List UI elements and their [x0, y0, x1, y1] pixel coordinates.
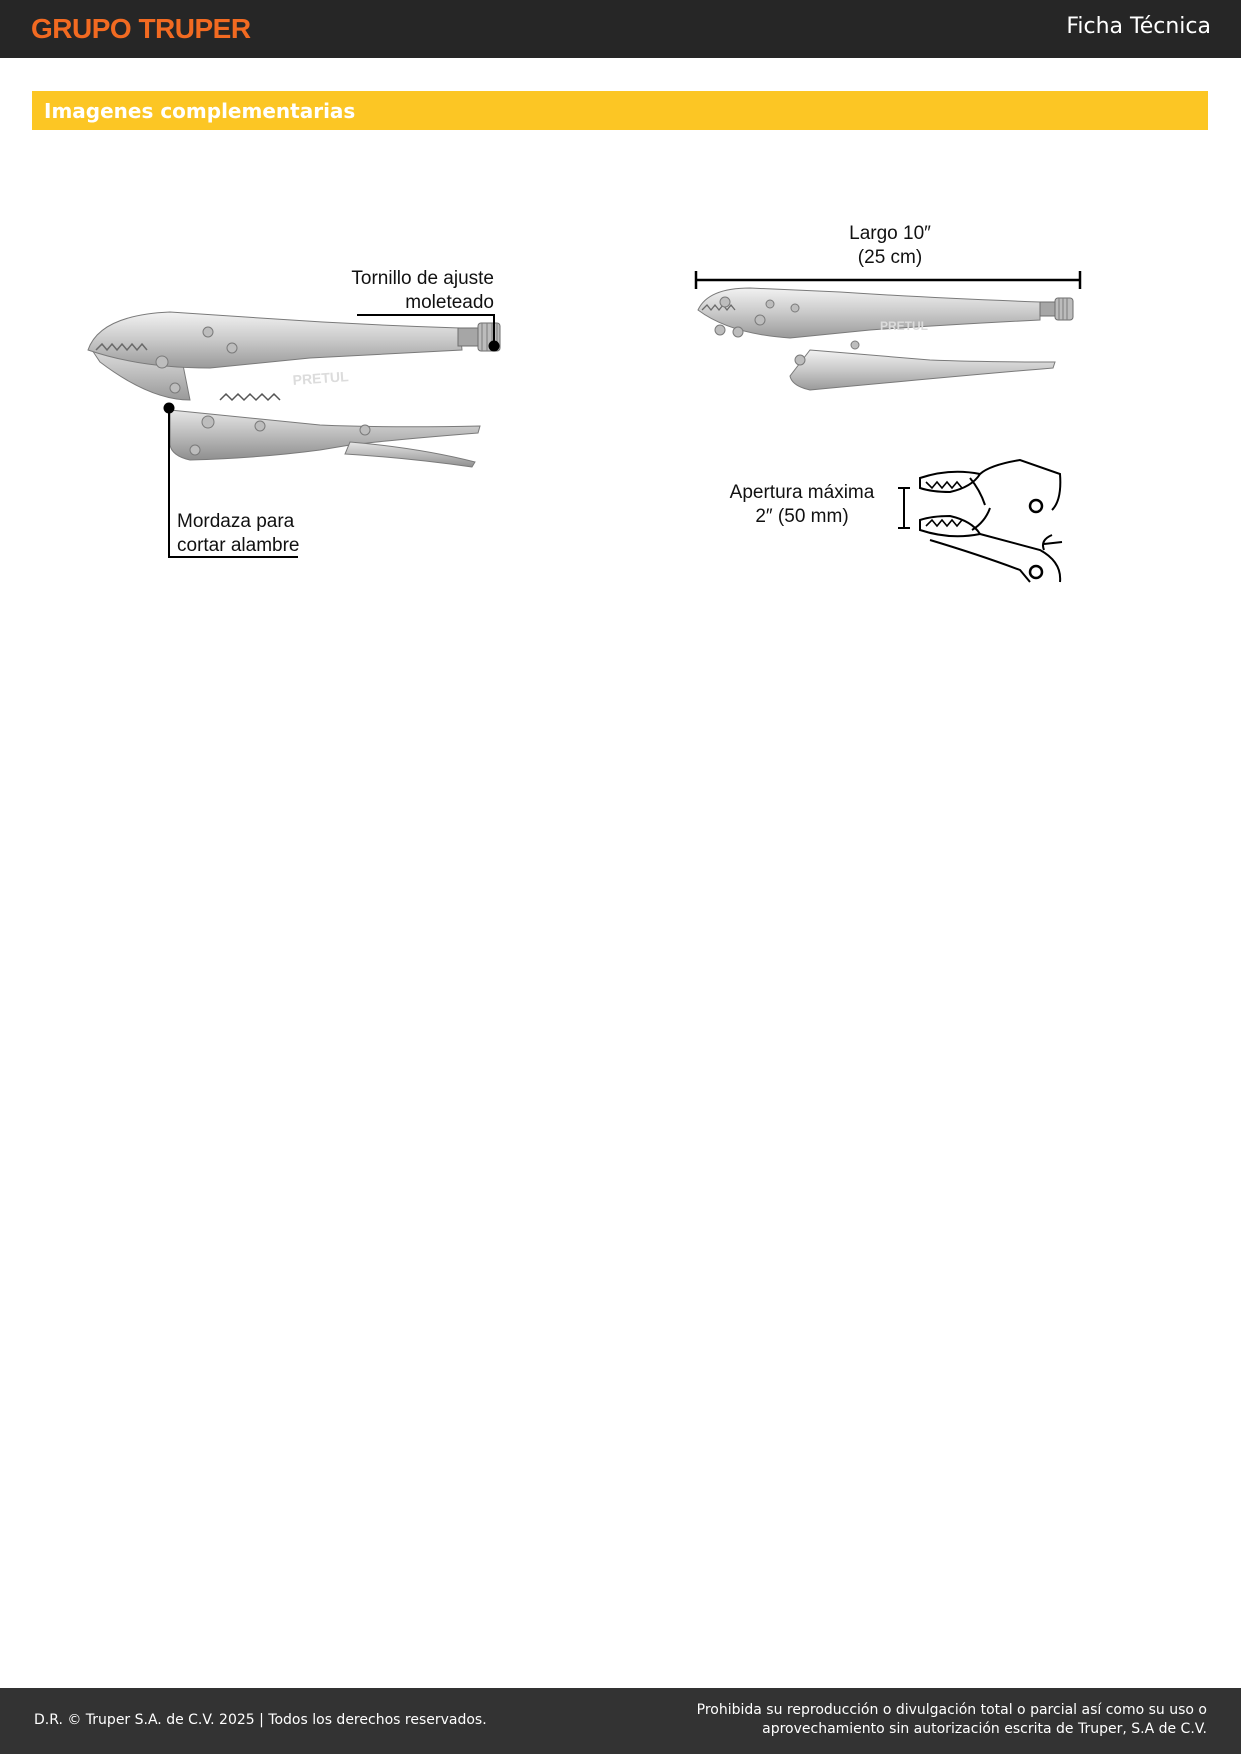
wire-cutter-jaw-label-line2: cortar alambre	[177, 535, 300, 556]
adjustment-screw-label	[351, 267, 494, 315]
section-title: Imagenes complementarias	[44, 99, 356, 123]
tool-brand-engraving: PRETUL	[292, 368, 350, 388]
reproduction-notice-line2: aprovechamiento sin autorización escrita de Truper, S.A de C.V.	[762, 1721, 1207, 1737]
max-opening-label	[702, 481, 902, 529]
copyright-notice: D.R. © Truper S.A. de C.V. 2025 | Todos los derechos reservados.	[34, 1712, 487, 1728]
dimensions-figure	[680, 210, 1110, 590]
adjustment-screw-label-line1: Tornillo de ajuste	[351, 268, 494, 289]
max-opening-label-line2	[702, 505, 902, 529]
length-label-line1: Largo 10″	[849, 223, 931, 244]
reproduction-notice-line1: Prohibida su reproducción o divulgación total o parcial así como su uso o	[696, 1702, 1207, 1718]
brand-logo: GRUPO TRUPER	[31, 13, 251, 44]
tool-brand-engraving: PRETUL	[880, 319, 928, 333]
pliers-callout-figure	[60, 250, 560, 570]
section-header	[32, 91, 1208, 130]
reproduction-notice	[647, 1701, 1207, 1739]
page-header	[0, 0, 1241, 58]
max-opening-label-line1: Apertura máxima	[729, 482, 875, 503]
document-type: Ficha Técnica	[1066, 14, 1211, 39]
max-opening-metric: (50 mm)	[777, 506, 849, 527]
wire-cutter-jaw-label	[177, 510, 300, 558]
page-footer	[0, 1688, 1241, 1754]
length-label	[790, 222, 990, 270]
length-label-line2: (25 cm)	[857, 247, 923, 268]
max-opening-value: 2″	[755, 506, 773, 527]
adjustment-screw-label-line2: moleteado	[405, 292, 494, 313]
wire-cutter-jaw-label-line1: Mordaza para	[177, 511, 295, 532]
